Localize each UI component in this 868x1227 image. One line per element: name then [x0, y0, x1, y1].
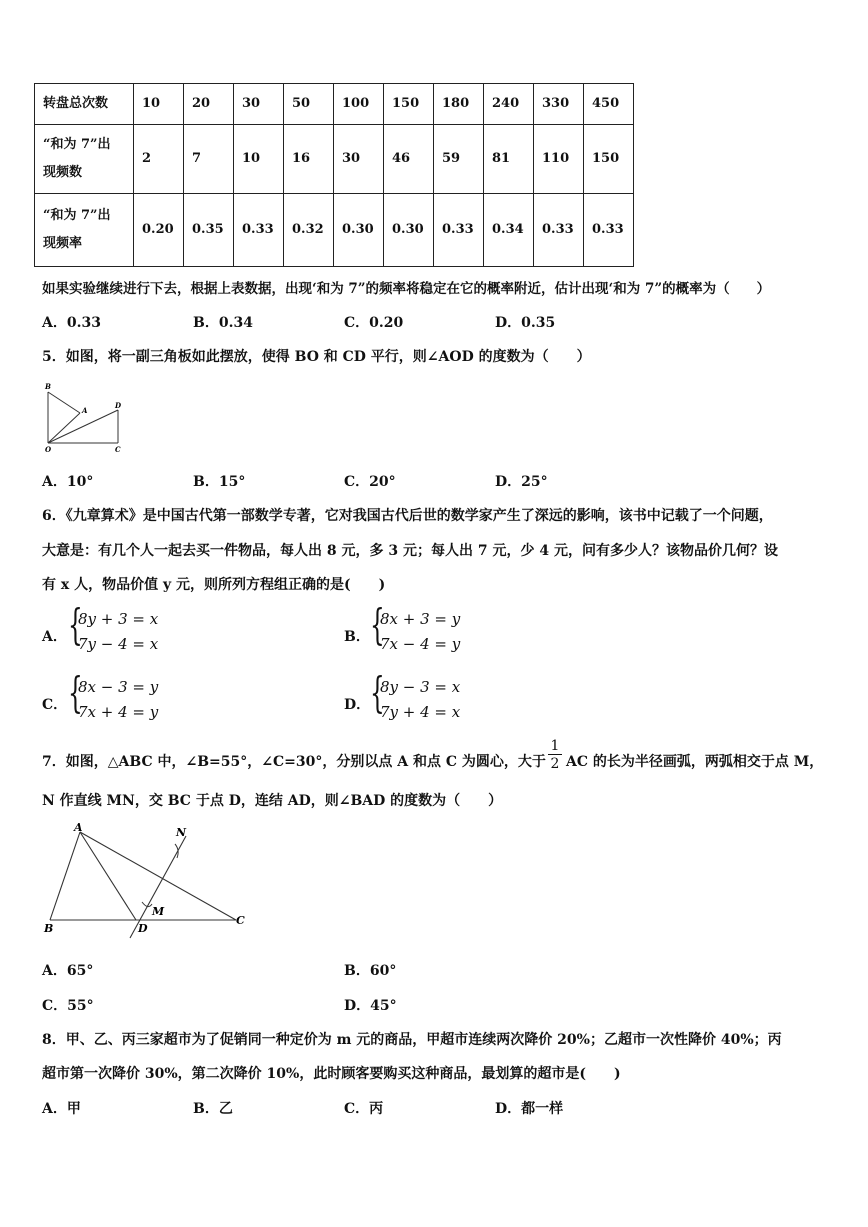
- q6-option-d-label: D．: [344, 697, 371, 713]
- q6-option-d-system: { 8y − 3 = x 7y + 4 = x: [370, 668, 461, 721]
- table-cell: 0.33: [584, 194, 634, 267]
- q8-option-b: B．乙: [193, 1101, 233, 1117]
- q7-fraction: $\frac{1}{2}$: [548, 738, 562, 773]
- q6-option-b-system: { 8x + 3 = y 7x − 4 = y: [370, 600, 461, 653]
- table-cell: 46: [384, 125, 434, 194]
- table-cell: 0.33: [534, 194, 584, 267]
- table-cell: 转盘总次数: [35, 84, 134, 125]
- q4-question-text: 如果实验继续进行下去，根据上表数据，出现‘和为 7”的频率将稳定在它的概率附近，估计出现‘和为 7”的概率为（ ）: [42, 281, 771, 297]
- table-cell: 0.20: [134, 194, 184, 267]
- q7-triangle-figure: [40, 822, 250, 942]
- q4-option-a: A．0.33: [42, 315, 101, 331]
- q7-line-1a: 7．如图，△ABC 中，∠B=55°，∠C=30°，分别以点 A 和点 C 为圆心，大于: [42, 754, 546, 770]
- q6-option-a-label: A．: [42, 629, 67, 645]
- table-cell: 100: [334, 84, 384, 125]
- table-cell: 20: [184, 84, 234, 125]
- label-o: O: [45, 445, 52, 454]
- table-row-label: “和为 7”出 现频数: [35, 125, 134, 194]
- table-row: [35, 125, 634, 194]
- table-row: [35, 84, 634, 125]
- q8-option-d: D．都一样: [495, 1101, 564, 1117]
- table-cell: 30: [334, 125, 384, 194]
- q5-option-a: A．10°: [42, 474, 94, 490]
- label-m: M: [152, 905, 165, 918]
- table-cell: 240: [484, 84, 534, 125]
- q6-line-2: 大意是：有几个人一起去买一件物品，每人出 8 元，多 3 元；每人出 7 元，少 4 元，问有多少人？该物品价几何？设: [42, 543, 778, 559]
- table-cell: 10: [234, 125, 284, 194]
- q8-option-c: C．丙: [344, 1101, 384, 1117]
- table-cell: 50: [284, 84, 334, 125]
- label-b: B: [45, 382, 51, 391]
- q6-line-1: 6．《九章算术》是中国古代第一部数学专著，它对我国古代后世的数学家产生了深远的影响，该书中记载了一个问题，: [42, 508, 773, 524]
- table-row: [35, 194, 634, 267]
- table-cell: 0.34: [484, 194, 534, 267]
- q7-option-c: C．55°: [42, 998, 94, 1014]
- table-cell: 0.30: [384, 194, 434, 267]
- table-cell: 0.30: [334, 194, 384, 267]
- table-cell: 150: [584, 125, 634, 194]
- table-cell: 10: [134, 84, 184, 125]
- q8-line-2: 超市第一次降价 30%，第二次降价 10%，此时顾客要购买这种商品，最划算的超市是( ): [42, 1066, 621, 1082]
- q5-option-d: D．25°: [495, 474, 548, 490]
- q6-option-c-system: { 8x − 3 = y 7x + 4 = y: [68, 668, 159, 721]
- q7-line-1b: AC 的长为半径画弧，两弧相交于点 M，: [566, 754, 824, 770]
- q6-option-c-label: C．: [42, 697, 68, 713]
- table-cell: 450: [584, 84, 634, 125]
- label-a: A: [74, 822, 83, 834]
- q6-line-3: 有 x 人，物品价值 y 元，则所列方程组正确的是( ): [42, 577, 386, 593]
- label-n: N: [176, 826, 187, 839]
- table-cell: 0.35: [184, 194, 234, 267]
- label-b: B: [44, 922, 54, 935]
- q8-option-a: A．甲: [42, 1101, 81, 1117]
- table-cell: 7: [184, 125, 234, 194]
- q7-option-a: A．65°: [42, 963, 94, 979]
- frequency-table: [34, 83, 634, 267]
- q6-option-a-system: { 8y + 3 = x 7y − 4 = x: [68, 600, 159, 653]
- table-cell: 330: [534, 84, 584, 125]
- table-cell: 150: [384, 84, 434, 125]
- table-row-label: “和为 7”出 现频率: [35, 194, 134, 267]
- table-cell: 0.32: [284, 194, 334, 267]
- q4-option-c: C．0.20: [344, 315, 404, 331]
- q5-option-c: C．20°: [344, 474, 396, 490]
- label-a: A: [82, 406, 88, 415]
- table-cell: 81: [484, 125, 534, 194]
- q4-option-b: B．0.34: [193, 315, 253, 331]
- q5-option-b: B．15°: [193, 474, 246, 490]
- table-cell: 180: [434, 84, 484, 125]
- table-cell: 16: [284, 125, 334, 194]
- label-d: D: [115, 401, 122, 410]
- label-c: C: [236, 914, 245, 927]
- q8-line-1: 8．甲、乙、丙三家超市为了促销同一种定价为 m 元的商品，甲超市连续两次降价 20%；乙超市一次性降价 40%；丙: [42, 1032, 782, 1048]
- q7-line-2: N 作直线 MN，交 BC 于点 D，连结 AD，则∠BAD 的度数为（ ）: [42, 793, 503, 809]
- q7-option-b: B．60°: [344, 963, 397, 979]
- label-c: C: [115, 445, 121, 454]
- q5-question-text: 5．如图，将一副三角板如此摆放，使得 BO 和 CD 平行，则∠AOD 的度数为（ ）: [42, 349, 591, 365]
- table-cell: 110: [534, 125, 584, 194]
- q4-option-d: D．0.35: [495, 315, 556, 331]
- label-d: D: [138, 922, 148, 935]
- table-cell: 0.33: [234, 194, 284, 267]
- q6-option-b-label: B．: [344, 629, 370, 645]
- table-cell: 59: [434, 125, 484, 194]
- table-cell: 30: [234, 84, 284, 125]
- q5-triangle-figure: [40, 380, 135, 455]
- q7-option-d: D．45°: [344, 998, 397, 1014]
- table-cell: 0.33: [434, 194, 484, 267]
- table-cell: 2: [134, 125, 184, 194]
